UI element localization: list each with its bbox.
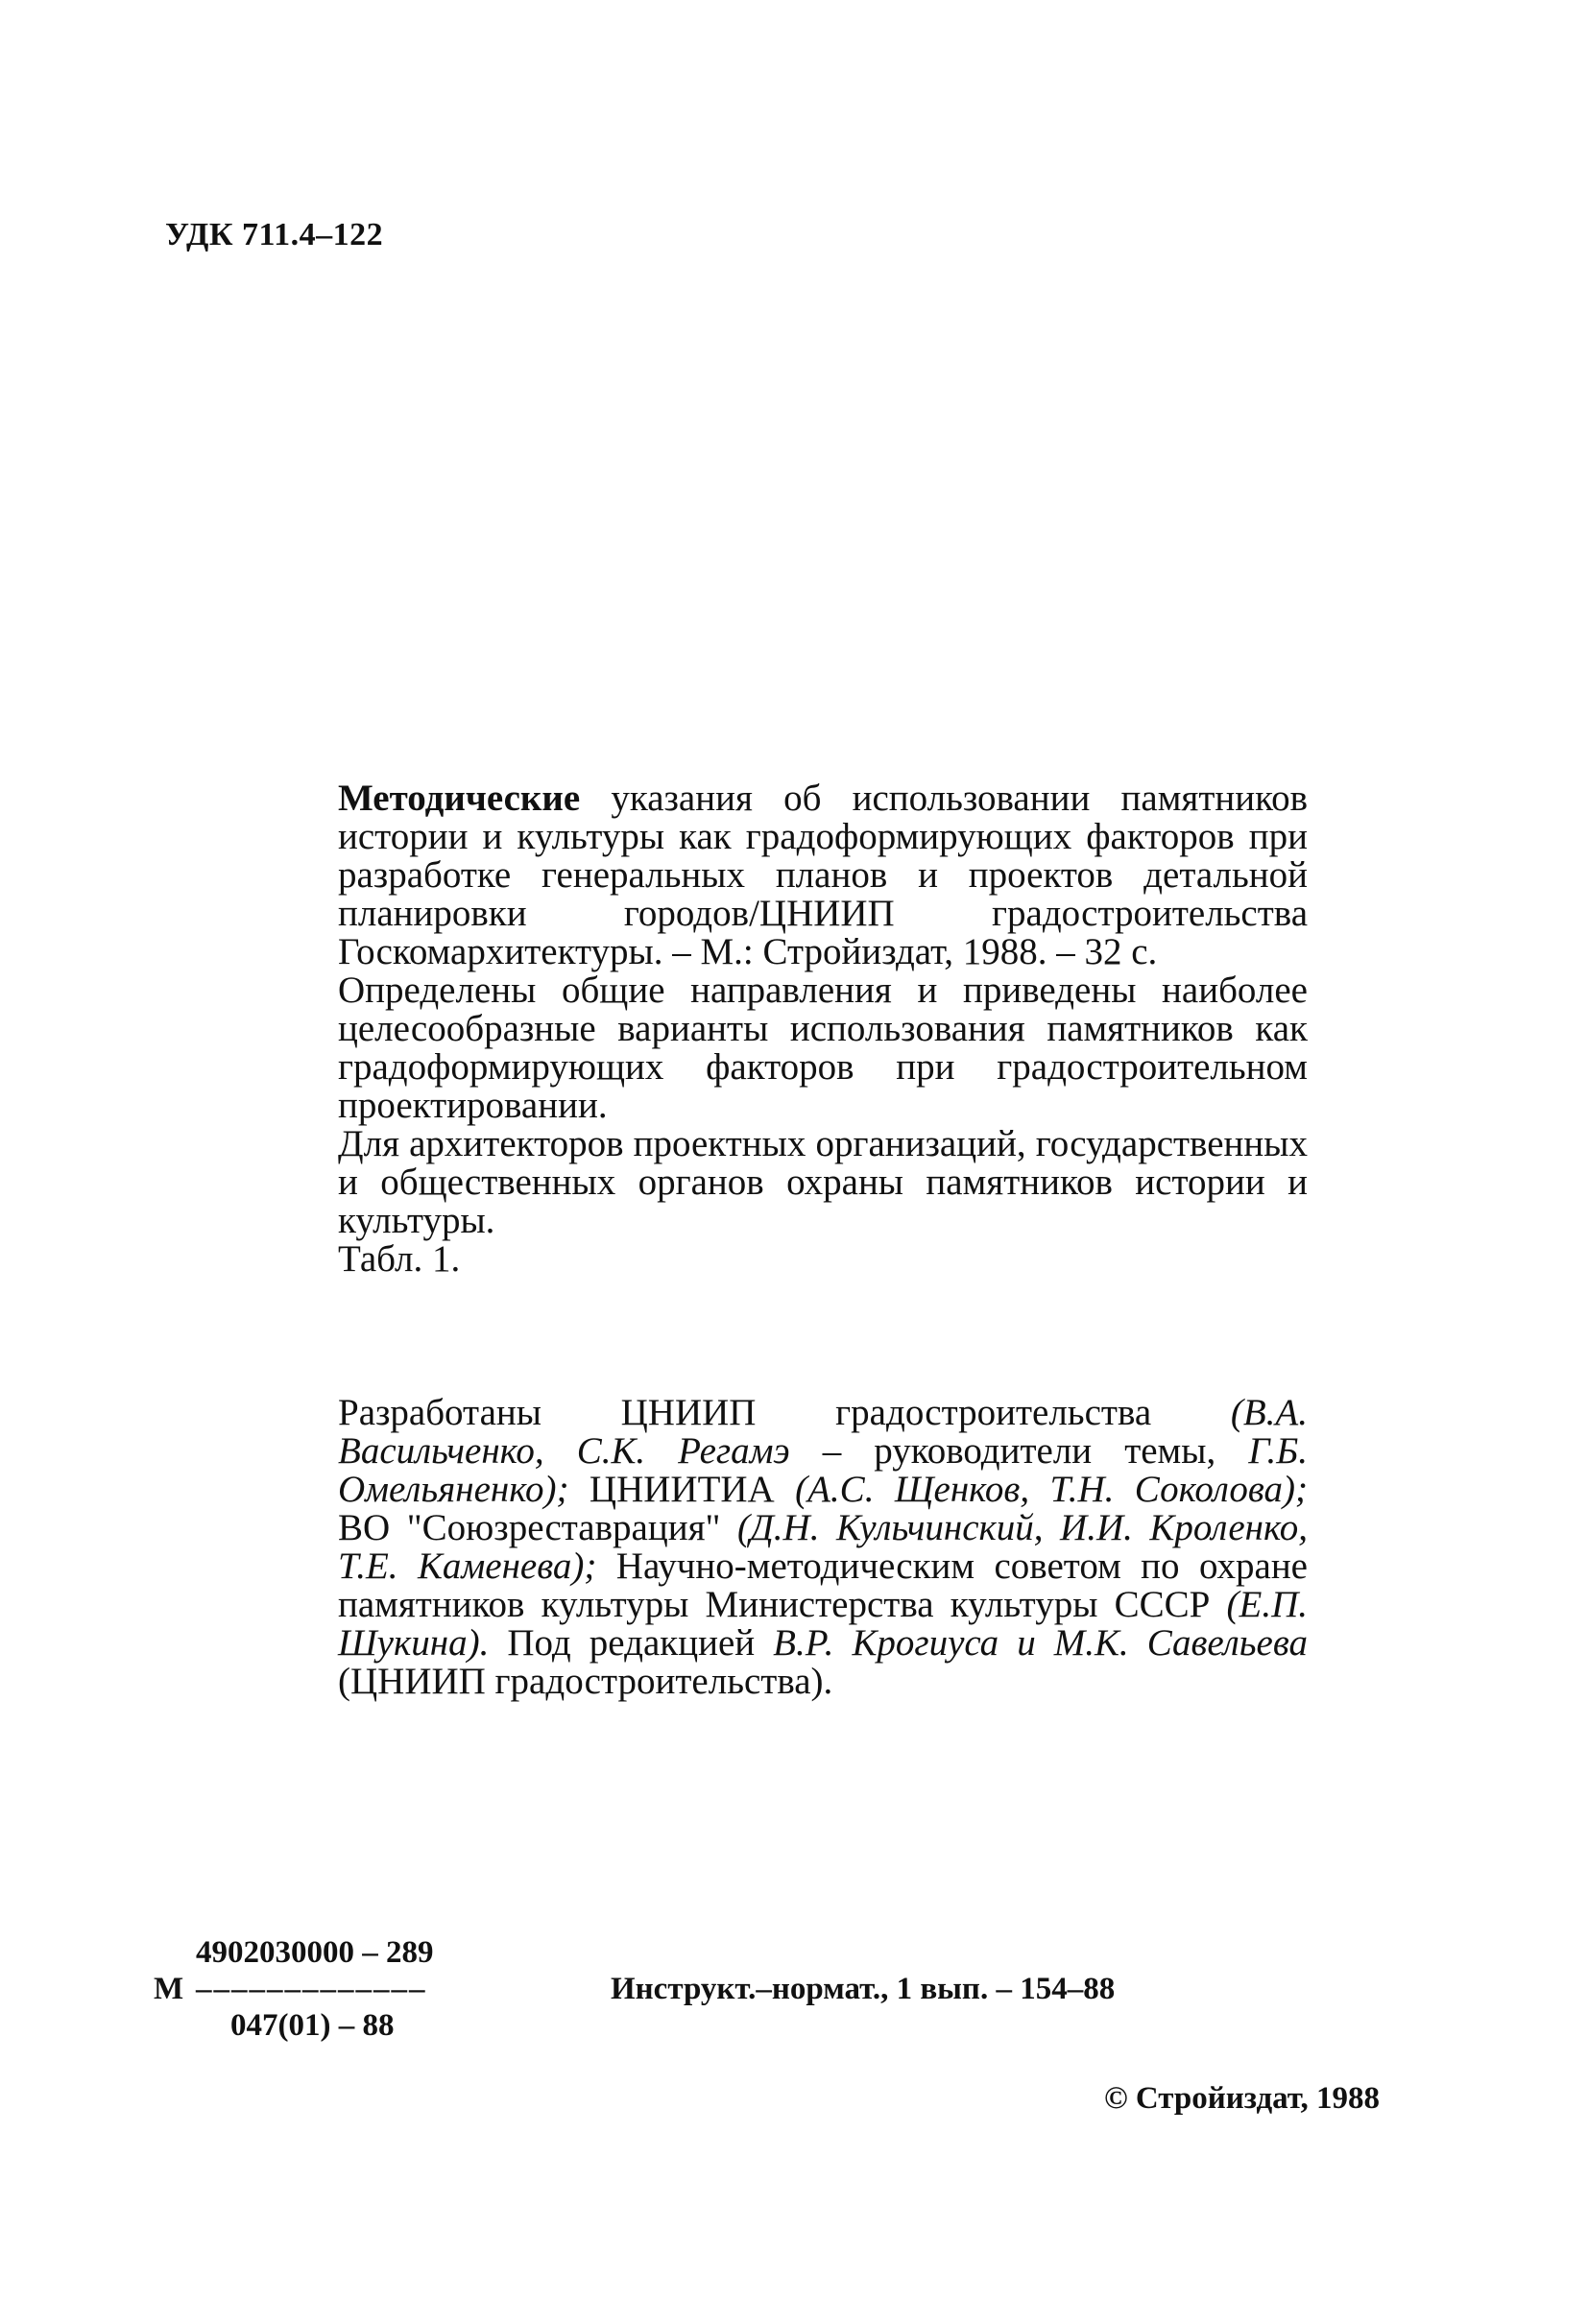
credits-text-2: – руководители темы, (789, 1430, 1249, 1472)
index-fraction-line: ––––––––––––– (196, 1972, 427, 2006)
index-numerator: 4902030000 – 289 (196, 1935, 434, 1970)
index-instruction: Инструкт.–нормат., 1 вып. – 154–88 (611, 1972, 1116, 2006)
credits (338, 1394, 1308, 1701)
credits-authors-3: (А.С. Щенков, Т.Н. Соколова); (795, 1469, 1308, 1510)
abstract-p1-text: указания об использовании памятников истории и культуры как градоформирующих факторов при разработке генеральных планов и проектов детальной планировки городов/ЦНИИП градостроительства Госкомархитектуры. – М.: Стройиздат, 1988. – 32 с. (338, 778, 1308, 972)
credits-text-3: ЦНИИТИА (568, 1469, 796, 1510)
credits-authors-2: Г.Б. Омельяненко); (338, 1430, 1308, 1510)
credits-text-6: Под редакцией (489, 1622, 774, 1664)
credits-authors-5: (Е.П. Шукина). (338, 1584, 1308, 1664)
copyright: © Стройиздат, 1988 (1104, 2081, 1381, 2116)
credits-editors: В.Р. Крогиуса и М.К. Савельева (773, 1622, 1308, 1664)
udk-code: УДК 711.4–122 (165, 217, 384, 252)
abstract-paragraph-3: Для архитекторов проектных организаций, государственных и общественных органов охраны памятников истории и культуры. (338, 1123, 1308, 1241)
credits-authors-1: (В.А. Васильченко, С.К. Регамэ (338, 1392, 1308, 1472)
credits-text-7: (ЦНИИП градостроительства). (338, 1661, 833, 1702)
abstract-paragraph-2: Определены общие направления и приведены наиболее целесообразные варианты использования памятников как градоформирующих факторов при градостроительном проектировании. (338, 970, 1308, 1126)
index-letter: М (154, 1972, 184, 2006)
credits-paragraph (338, 1394, 1308, 1701)
abstract-paragraph-4: Табл. 1. (338, 1238, 461, 1280)
credits-text-1: Разработаны ЦНИИП градостроительства (338, 1392, 1231, 1433)
abstract-paragraph-1 (338, 779, 1308, 971)
index-middle-row (154, 1972, 1115, 2006)
credits-text-4: ВО "Союзреставрация" (338, 1507, 737, 1548)
index-denominator: 047(01) – 88 (230, 2008, 395, 2043)
abstract-lead-word: Методические (338, 778, 581, 819)
credits-text-5: Научно-методическим советом по охране памятников культуры Министерства культуры СССР (338, 1545, 1308, 1625)
abstract (338, 779, 1308, 1279)
credits-authors-4: (Д.Н. Кульчинский, И.И. Кроленко, Т.Е. Каменева); (338, 1507, 1309, 1587)
